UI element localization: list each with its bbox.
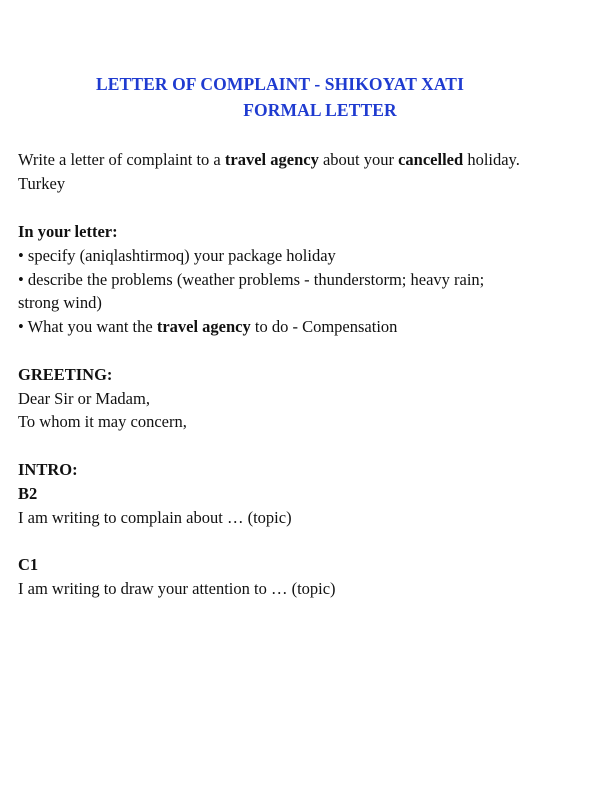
intro-heading: INTRO: <box>18 460 78 479</box>
bullet-2-line-1: • describe the problems (weather problems - thunderstorm; heavy rain; <box>18 270 485 289</box>
bullet-3-bold: travel agency <box>156 317 251 336</box>
bullet-3-text-2: to do - Compensation <box>250 317 398 336</box>
greeting-line-1: Dear Sir or Madam, <box>18 389 150 408</box>
intro-c1-label: C1 <box>18 555 39 574</box>
bullet-2-line-2: strong wind) <box>18 293 102 312</box>
in-your-letter-heading: In your letter: <box>18 222 118 241</box>
greeting-line-2: To whom it may concern, <box>18 412 187 431</box>
task-text-1: Write a letter of complaint to a <box>18 150 225 169</box>
intro-b2-label: B2 <box>18 484 38 503</box>
task-line-2: Turkey <box>18 174 66 193</box>
task-bold-cancelled: cancelled <box>398 150 464 169</box>
title-line-2: FORMAL LETTER <box>243 100 397 120</box>
intro-b2-text: I am writing to complain about … (topic) <box>18 508 292 527</box>
task-text-3: holiday. <box>463 150 520 169</box>
intro-c1-text: I am writing to draw your attention to … (topic) <box>18 579 336 598</box>
task-bold-travel-agency: travel agency <box>224 150 319 169</box>
bullet-1: • specify (aniqlashtirmoq) your package holiday <box>18 246 336 265</box>
greeting-heading: GREETING: <box>18 365 113 384</box>
task-text-2: about your <box>318 150 399 169</box>
bullet-3 <box>18 317 593 337</box>
task-line-1 <box>18 150 593 170</box>
bullet-3-text-1: • What you want the <box>18 317 157 336</box>
title-line-1: LETTER OF COMPLAINT - SHIKOYAT XATI <box>96 74 464 94</box>
